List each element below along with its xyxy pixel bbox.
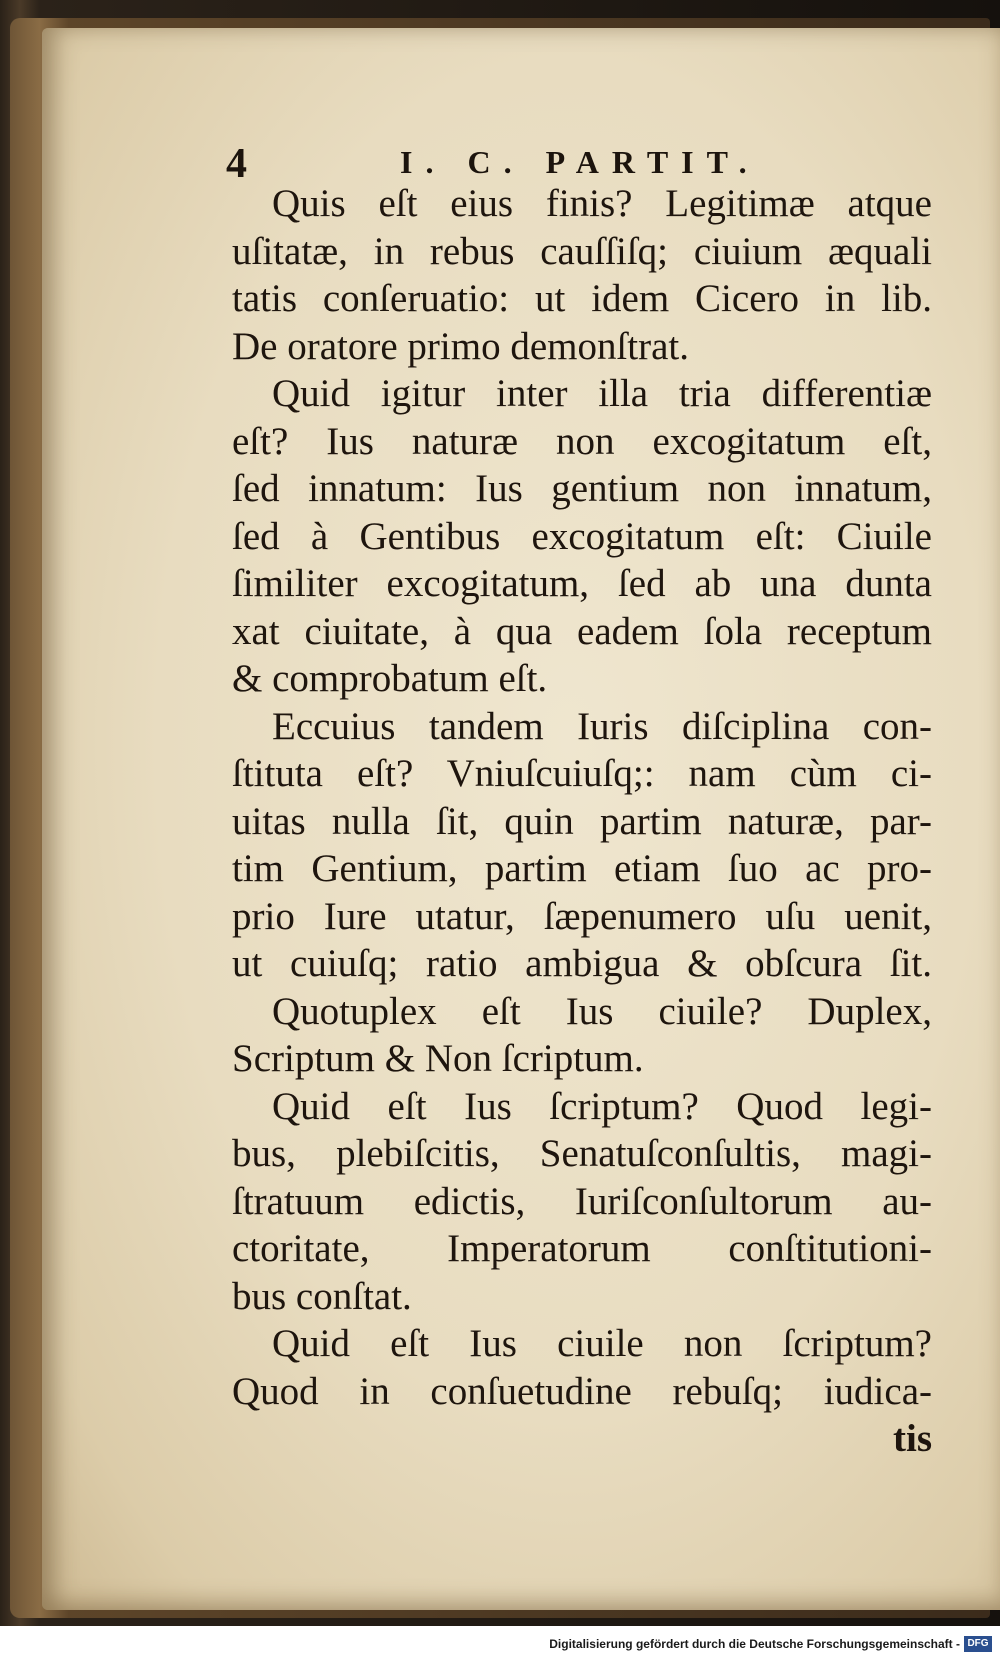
- text-line: uſitatæ, in rebus cauſſiſq; ciuium æquali: [232, 229, 932, 273]
- text-line: ut cuiuſq; ratio ambigua & obſcura ſit.: [232, 942, 932, 985]
- text-line: tatis conſeruatio: ut idem Cicero in lib.: [232, 277, 932, 320]
- text-line: Quod in conſuetudine rebuſq; iudica-: [232, 1369, 932, 1413]
- text-line: tim Gentium, partim etiam ſuo ac pro-: [232, 847, 932, 890]
- text-line: uitas nulla ſit, quin partim naturæ, par-: [232, 799, 932, 843]
- text-line: xat ciuitate, à qua eadem ſola receptum: [232, 609, 932, 653]
- page-number: 4: [226, 141, 247, 187]
- text-line: eſt? Ius naturæ non excogitatum eſt,: [232, 419, 932, 463]
- text-line: bus, plebiſcitis, Senatuſconſultis, magi-: [232, 1132, 932, 1175]
- text-line: Quid igitur inter illa tria differentiæ: [272, 372, 932, 415]
- running-title: I. C. PARTIT.: [400, 144, 760, 180]
- text-line: ctoritate, Imperatorum conſtitutioni-: [232, 1227, 932, 1270]
- text-line: ſimiliter excogitatum, ſed ab una dunta: [232, 562, 932, 605]
- text-line: ſed innatum: Ius gentium non innatum,: [232, 467, 932, 510]
- catchword: tis: [893, 1417, 932, 1460]
- body-text: [232, 180, 932, 1463]
- text-line: & comprobatum eſt.: [232, 657, 548, 700]
- text-line: ſtituta eſt? Vniuſcuiuſq;: nam cùm ci-: [232, 752, 932, 795]
- text-line: Quotuplex eſt Ius ciuile? Duplex,: [272, 989, 932, 1033]
- text-line: bus conſtat.: [232, 1274, 412, 1318]
- funding-credit: Digitalisierung gefördert durch die Deutsche Forschungsgemeinschaft -: [549, 1637, 960, 1651]
- text-line: Quis eſt eius finis? Legitimæ atque: [272, 182, 932, 225]
- dfg-logo-icon: DFG: [964, 1636, 992, 1652]
- text-line: Eccuius tandem Iuris diſciplina con-: [272, 704, 932, 748]
- text-line: Quid eſt Ius ſcriptum? Quod legi-: [272, 1084, 932, 1128]
- text-line: De oratore primo demonſtrat.: [232, 324, 690, 368]
- text-line: Quid eſt Ius ciuile non ſcriptum?: [272, 1322, 932, 1365]
- text-line: ſtratuum edictis, Iuriſconſultorum au-: [232, 1179, 932, 1223]
- footer-bar: [0, 1626, 1000, 1664]
- text-line: prio Iure utatur, ſæpenumero uſu uenit,: [232, 894, 932, 938]
- text-line: Scriptum & Non ſcriptum.: [232, 1037, 644, 1080]
- text-line: ſed à Gentibus excogitatum eſt: Ciuile: [232, 514, 932, 558]
